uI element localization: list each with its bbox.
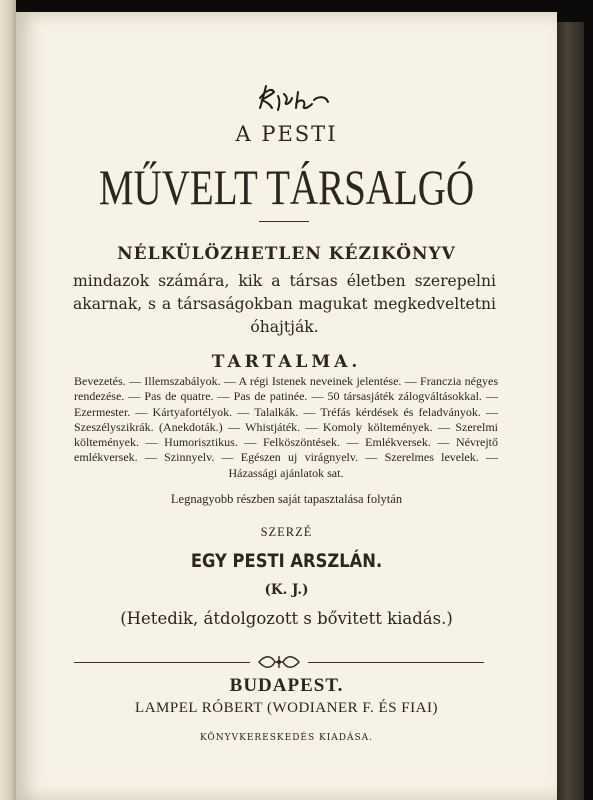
author-name: EGY PESTI ARSZLÁN. — [190, 550, 383, 572]
handwritten-signature — [248, 78, 368, 112]
author-label: SZERZÉ — [260, 525, 313, 539]
contents-list: Bevezetés. — Illemszabályok. — A régi Istenek neveinek jelentése. — Franczia négyes rendezése. — Pas de quatre. — Pas de patinée. — 50 társasjáték zálogváltásokkal. — Ezermester. — Kártyafortélyok. — Talalkák. — Tréfás kérdések és feladványok. — Szeszélyszikrák. (Anekdoták.) — Whistjáték. — Komoly költemények. — Szerelmi költemények. — Humorisztikus. — Felköszöntések. — Emlékversek. — Névrejtő emlékversek. — Szinnyelv. — Egészen uj virágnyelv. — Szerelmes levelek. — Házassági ajánlatok sat. — [74, 374, 498, 480]
book-gutter — [0, 0, 16, 800]
contents-heading: TARTALMA. — [211, 352, 362, 372]
book-cover-edge — [556, 22, 584, 800]
city: BUDAPEST. — [229, 675, 344, 696]
ornament-icon — [257, 653, 301, 671]
publisher: LAMPEL RÓBERT (WODIANER F. ÉS FIAI) — [135, 700, 438, 716]
title-divider — [259, 221, 309, 222]
author-initials: (K. J.) — [264, 582, 309, 598]
bookshop-note: KÖNYVKERESKEDÉS KIADÁSA. — [199, 733, 374, 743]
source-note: Legnagyobb részben saját tapasztalása folytán — [170, 492, 403, 506]
publisher-intro: A PESTI — [235, 122, 338, 146]
title-page — [16, 12, 557, 800]
description: mindazok számára, kik a társas életben szerepelni akarnak, s a társaságokban magukat megkedveltetni óhajtják. — [73, 272, 496, 336]
ornament-rule-right — [308, 662, 484, 663]
page-title: MŰVELT TÁRSALGÓ — [98, 159, 475, 215]
ornament-rule-left — [74, 662, 250, 663]
subtitle: NÉLKÜLÖZHETLEN KÉZIKÖNYV — [117, 244, 456, 264]
edition-note: (Hetedik, átdolgozott s bővitett kiadás.) — [120, 609, 453, 628]
